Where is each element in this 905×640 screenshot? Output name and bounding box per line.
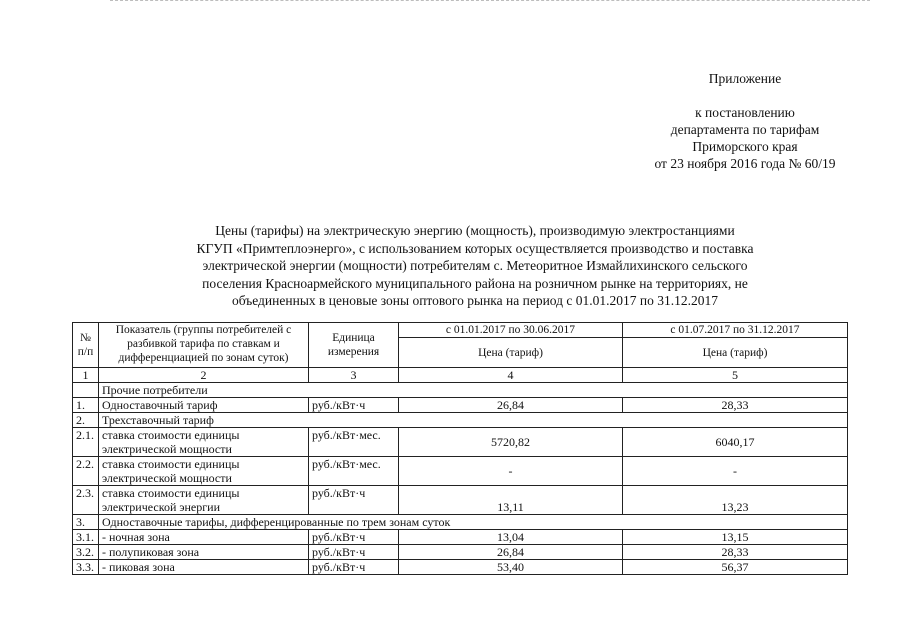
row-num: 2.2.	[73, 457, 99, 486]
row-name: ставка стоимости единицы электрической мощности	[99, 457, 309, 486]
header-period2: с 01.07.2017 по 31.12.2017	[623, 323, 848, 338]
row-name: Одноставочный тариф	[99, 398, 309, 413]
header-num: № п/п	[73, 323, 99, 368]
row-price1: 13,04	[399, 530, 623, 545]
row-name: ставка стоимости единицы электрической энергии	[99, 486, 309, 515]
row-unit: руб./кВт·мес.	[309, 428, 399, 457]
table-header-row	[73, 323, 848, 338]
row-price1: 26,84	[399, 545, 623, 560]
row-price1: 13,11	[399, 486, 623, 515]
row-num: 2.3.	[73, 486, 99, 515]
col-number: 5	[623, 368, 848, 383]
section-row	[73, 383, 848, 398]
table-row	[73, 515, 848, 530]
row-unit: руб./кВт·ч	[309, 560, 399, 575]
row-unit: руб./кВт·ч	[309, 530, 399, 545]
title-line: поселения Красноармейского муниципального района на розничном рынке на территориях, не	[202, 275, 748, 291]
appendix-line: от 23 ноября 2016 года № 60/19	[654, 156, 836, 171]
row-name: - ночная зона	[99, 530, 309, 545]
appendix-heading: Приложение	[708, 71, 782, 86]
row-price2: 13,23	[623, 486, 848, 515]
column-number-row	[73, 368, 848, 383]
row-name: Одноставочные тарифы, дифференцированные по трем зонам суток	[99, 515, 848, 530]
header-unit: Единица измерения	[309, 323, 399, 368]
row-num: 2.1.	[73, 428, 99, 457]
table-row	[73, 545, 848, 560]
title-line: электрической энергии (мощности) потребителям с. Метеоритное Измайлихинского сельского	[202, 258, 748, 273]
row-price2: 6040,17	[623, 428, 848, 457]
col-number: 4	[399, 368, 623, 383]
row-name: - полупиковая зона	[99, 545, 309, 560]
row-num: 3.3.	[73, 560, 99, 575]
header-indicator: Показатель (группы потребителей с разбивкой тарифа по ставкам и дифференциацией по зонам суток)	[99, 323, 309, 368]
row-num: 2.	[73, 413, 99, 428]
row-name: ставка стоимости единицы электрической мощности	[99, 428, 309, 457]
row-num: 3.2.	[73, 545, 99, 560]
table-row	[73, 560, 848, 575]
table-row	[73, 428, 848, 457]
header-period1: с 01.01.2017 по 30.06.2017	[399, 323, 623, 338]
row-unit: руб./кВт·мес.	[309, 457, 399, 486]
document-title	[120, 222, 830, 310]
appendix-line: департамента по тарифам	[670, 122, 820, 137]
row-num: 3.1.	[73, 530, 99, 545]
row-unit: руб./кВт·ч	[309, 545, 399, 560]
scan-artifact-line	[110, 0, 870, 1]
header-price2: Цена (тариф)	[623, 338, 848, 368]
table-row	[73, 530, 848, 545]
col-number: 1	[73, 368, 99, 383]
row-price2: 56,37	[623, 560, 848, 575]
row-price2: -	[623, 457, 848, 486]
row-price2: 13,15	[623, 530, 848, 545]
table-row	[73, 413, 848, 428]
section-label: Прочие потребители	[99, 383, 848, 398]
title-line: Цены (тарифы) на электрическую энергию (мощность), производимую электростанциями	[215, 223, 735, 238]
row-price1: 26,84	[399, 398, 623, 413]
title-line: объединенных в ценовые зоны оптового рынка на период с 01.01.2017 по 31.12.2017	[231, 293, 718, 308]
row-unit: руб./кВт·ч	[309, 398, 399, 413]
appendix-line: Приморского края	[692, 139, 798, 154]
table-row	[73, 486, 848, 515]
row-price1: 53,40	[399, 560, 623, 575]
row-num: 1.	[73, 398, 99, 413]
col-number: 2	[99, 368, 309, 383]
table-row	[73, 457, 848, 486]
row-price2: 28,33	[623, 545, 848, 560]
table-row	[73, 398, 848, 413]
row-name: Трехставочный тариф	[99, 413, 848, 428]
tariff-table	[72, 322, 848, 575]
row-name: - пиковая зона	[99, 560, 309, 575]
row-price1: -	[399, 457, 623, 486]
appendix-block	[600, 70, 890, 172]
row-num: 3.	[73, 515, 99, 530]
row-price2: 28,33	[623, 398, 848, 413]
col-number: 3	[309, 368, 399, 383]
row-unit: руб./кВт·ч	[309, 486, 399, 515]
row-price1: 5720,82	[399, 428, 623, 457]
title-line: КГУП «Примтеплоэнерго», с использованием которых осуществляется производство и поставка	[196, 240, 754, 256]
appendix-line: к постановлению	[695, 105, 795, 120]
header-price1: Цена (тариф)	[399, 338, 623, 368]
